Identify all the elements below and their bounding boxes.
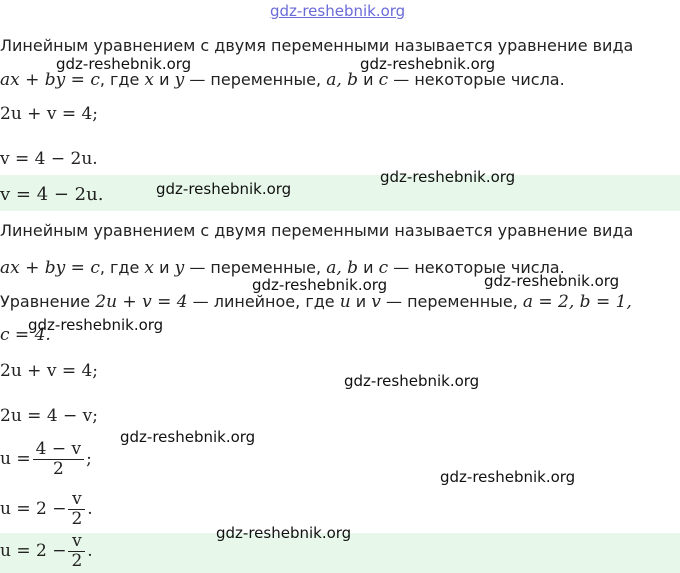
numerator: v xyxy=(68,490,85,510)
and-text: и xyxy=(159,70,170,89)
var-y: y xyxy=(174,258,185,278)
linear-statement-line xyxy=(0,292,632,312)
variables-text: — переменные, xyxy=(385,292,518,311)
var-x: x xyxy=(144,258,155,278)
var-y: y xyxy=(174,70,185,90)
eq-left: u = 2 − xyxy=(0,499,67,519)
coef-c: c xyxy=(378,258,389,278)
numbers-text: — некоторые числа. xyxy=(393,70,565,89)
main-equation: 2u + v = 4 xyxy=(95,292,188,312)
watermark-text: gdz-reshebnik.org xyxy=(56,55,192,73)
watermark-text: gdz-reshebnik.org xyxy=(344,372,480,390)
and-text: и xyxy=(363,70,374,89)
watermark-text: gdz-reshebnik.org xyxy=(156,180,292,198)
fraction xyxy=(33,440,84,479)
denominator: 2 xyxy=(71,551,83,571)
watermark-text: gdz-reshebnik.org xyxy=(484,272,620,290)
and-text: и xyxy=(159,258,170,277)
watermark-text: gdz-reshebnik.org xyxy=(252,276,388,294)
watermark-text: gdz-reshebnik.org xyxy=(28,316,164,334)
equation-line: 2u + v = 4; xyxy=(0,361,99,381)
equation-line: v = 4 − 2u. xyxy=(0,149,98,169)
variables-text: — переменные, xyxy=(189,70,322,89)
denominator: 2 xyxy=(52,459,64,479)
definition-formula-line-2 xyxy=(0,258,565,278)
eq-left: u = 2 − xyxy=(0,541,67,561)
variables-text: — переменные, xyxy=(189,258,322,277)
watermark-text: gdz-reshebnik.org xyxy=(380,168,516,186)
where-text: , где xyxy=(99,70,140,89)
coefficient-values: a = 2, b = 1, xyxy=(522,292,632,312)
and-text: и xyxy=(363,258,374,277)
eq-left: u = xyxy=(0,449,31,469)
coef-c: c xyxy=(378,70,389,90)
definition-text-2: Линейным уравнением с двумя переменными называется уравнение вида xyxy=(0,221,634,240)
fraction xyxy=(68,490,85,529)
eq-end: . xyxy=(87,541,93,561)
where-text: , где xyxy=(99,258,140,277)
numerator: v xyxy=(68,532,85,552)
fraction xyxy=(68,532,85,571)
var-x: x xyxy=(144,70,155,90)
definition-text-1: Линейным уравнением с двумя переменными называется уравнение вида xyxy=(0,36,634,55)
eq-end: . xyxy=(87,499,93,519)
linear-text: — линейное, где xyxy=(192,292,335,311)
answer-equation: v = 4 − 2u. xyxy=(0,184,104,205)
and-text: и xyxy=(355,292,367,311)
definition-formula-line-1 xyxy=(0,70,565,90)
header-watermark-link[interactable]: gdz-reshebnik.org xyxy=(270,2,406,20)
watermark-text: gdz-reshebnik.org xyxy=(440,468,576,486)
var-u: u xyxy=(339,292,351,312)
eq-end: ; xyxy=(86,449,92,469)
numerator: 4 − v xyxy=(33,440,84,460)
general-formula: ax + by = c xyxy=(0,258,100,278)
c-value: c = 4. xyxy=(0,325,51,345)
watermark-text: gdz-reshebnik.org xyxy=(120,428,256,446)
equation-line: 2u + v = 4; xyxy=(0,104,99,124)
answer-fraction-equation xyxy=(0,532,93,571)
denominator: 2 xyxy=(71,509,83,529)
equation-intro: Уравнение xyxy=(0,292,91,311)
coef-ab: a, b xyxy=(326,258,359,278)
general-formula: ax + by = c xyxy=(0,70,100,90)
watermark-text: gdz-reshebnik.org xyxy=(216,524,352,542)
equation-line: 2u = 4 − v; xyxy=(0,406,99,426)
fraction-equation xyxy=(0,440,92,479)
numbers-text: — некоторые числа. xyxy=(393,258,565,277)
fraction-equation xyxy=(0,490,93,529)
var-v: v xyxy=(371,292,381,312)
watermark-text: gdz-reshebnik.org xyxy=(360,55,496,73)
coef-ab: a, b xyxy=(326,70,359,90)
